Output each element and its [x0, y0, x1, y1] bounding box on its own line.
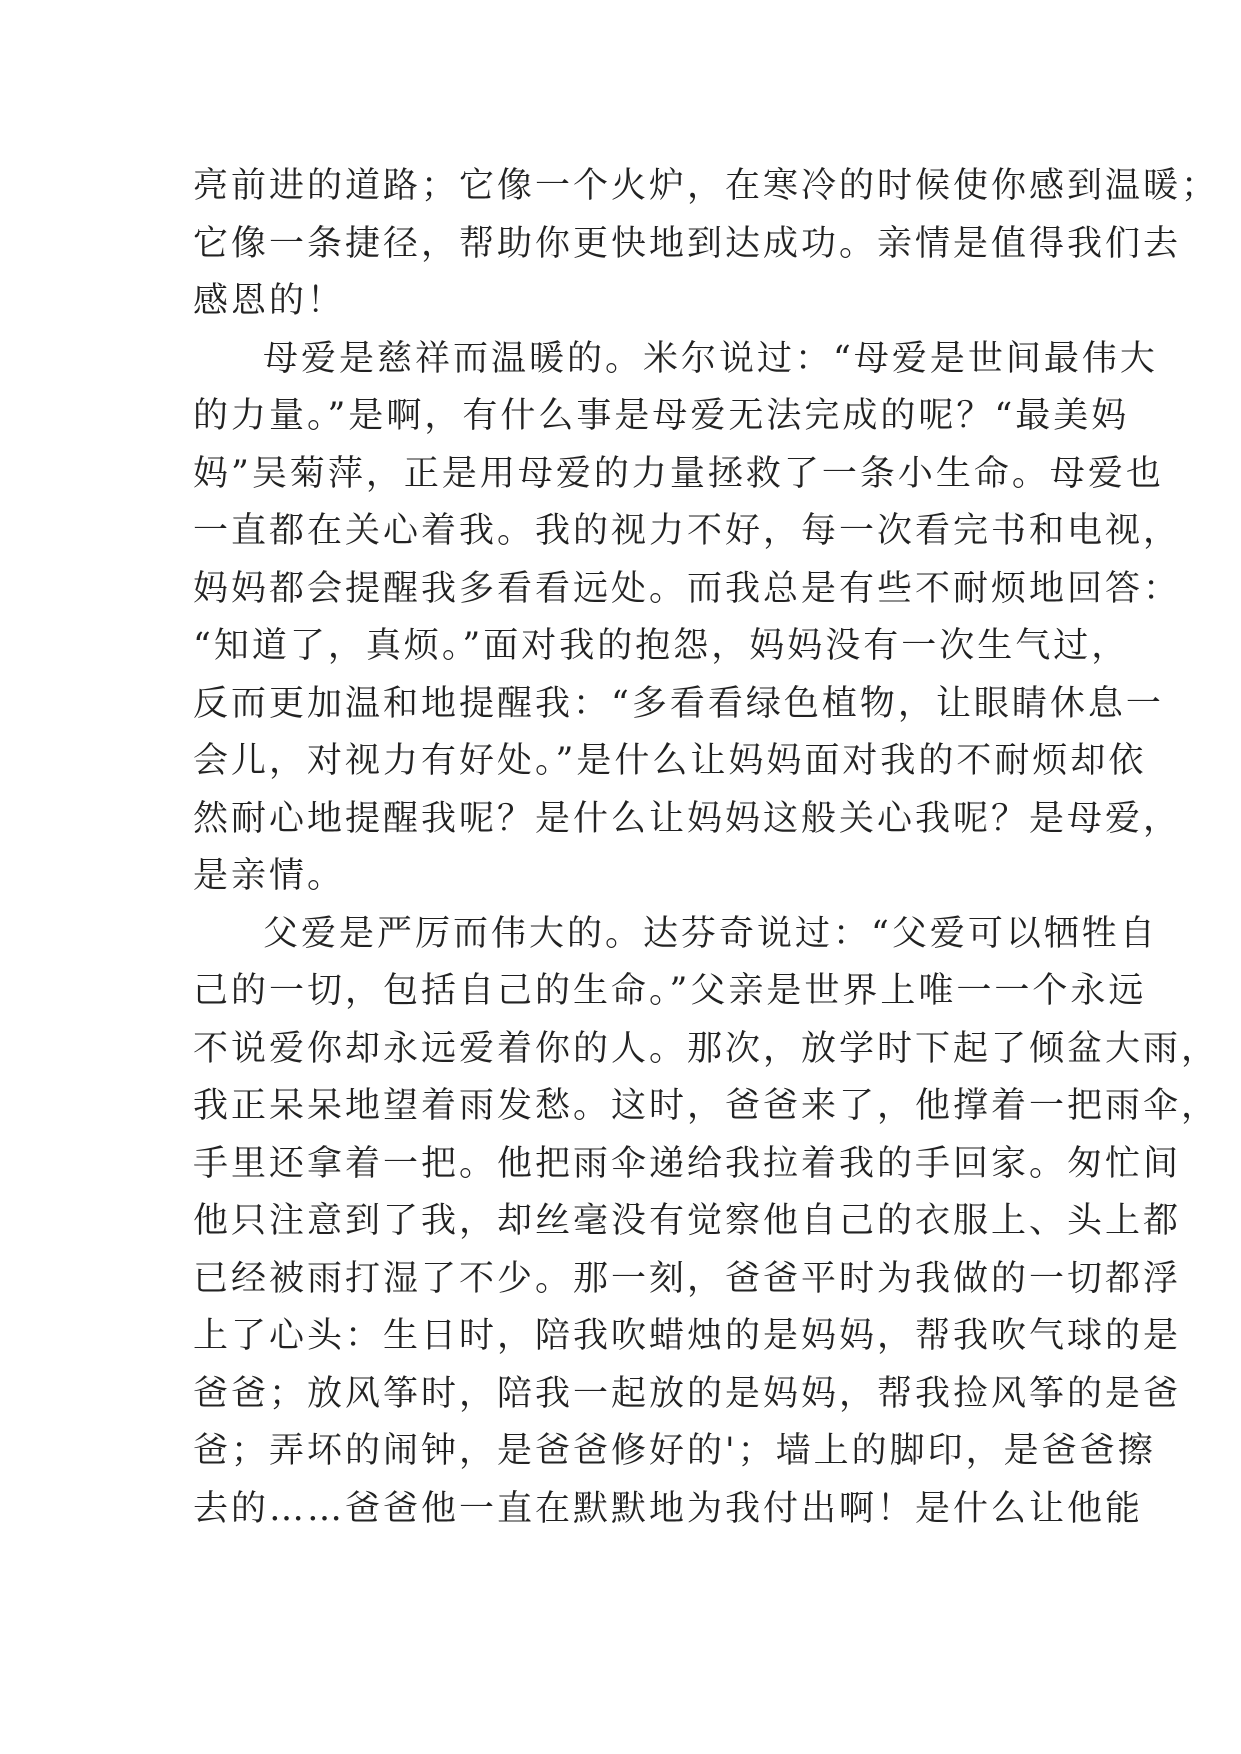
text-line: 我正呆呆地望着雨发愁。这时，爸爸来了，他撑着一把雨伞， [193, 1086, 1220, 1126]
text-line: 是亲情。 [193, 856, 346, 896]
text-line: 去的……爸爸他一直在默默地为我付出啊！是什么让他能 [193, 1488, 1144, 1529]
text-line: 不说爱你却永远爱着你的人。那次，放学时下起了倾盆大雨， [193, 1028, 1220, 1069]
text-line: 会儿，对视力有好处。”是什么让妈妈面对我的不耐烦却依 [193, 741, 1147, 781]
text-line: 的力量。”是啊，有什么事是母爱无法完成的呢？“最美妈 [193, 396, 1130, 436]
text-line: “知道了，真烦。”面对我的抱怨，妈妈没有一次生气过， [193, 626, 1130, 666]
text-line: 母爱是慈祥而温暖的。米尔说过：“母爱是世间最伟大 [263, 338, 1158, 379]
text-line: 已经被雨打湿了不少。那一刻，爸爸平时为我做的一切都浮 [193, 1258, 1182, 1299]
text-line: 手里还拿着一把。他把雨伞递给我拉着我的手回家。匆忙间 [193, 1143, 1182, 1184]
text-line: 上了心头：生日时，陪我吹蜡烛的是妈妈，帮我吹气球的是 [193, 1316, 1182, 1356]
text-line: 反而更加温和地提醒我：“多看看绿色植物，让眼睛休息一 [193, 683, 1164, 724]
text-line: 感恩的！ [193, 281, 346, 321]
text-line: 他只注意到了我，却丝毫没有觉察他自己的衣服上、头上都 [193, 1201, 1182, 1241]
text-line: 爸爸；放风筝时，陪我一起放的是妈妈，帮我捡风筝的是爸 [193, 1373, 1182, 1414]
body-text [193, 158, 1220, 1538]
text-line: 己的一切，包括自己的生命。”父亲是世界上唯一一个永远 [193, 971, 1147, 1011]
text-line: 父爱是严厉而伟大的。达芬奇说过：“父爱可以牺牲自 [263, 913, 1158, 954]
text-line: 爸；弄坏的闹钟，是爸爸修好的'；墙上的脚印，是爸爸擦 [193, 1431, 1156, 1471]
text-line: 妈妈都会提醒我多看看远处。而我总是有些不耐烦地回答： [193, 568, 1182, 609]
text-line: 然耐心地提醒我呢？是什么让妈妈这般关心我呢？是母爱， [193, 798, 1182, 839]
text-line: 一直都在关心着我。我的视力不好，每一次看完书和电视， [193, 511, 1182, 551]
text-line: 亮前进的道路；它像一个火炉，在寒冷的时候使你感到温暖； [193, 166, 1220, 206]
text-line: 妈”吴菊萍，正是用母爱的力量拯救了一条小生命。母爱也 [193, 453, 1164, 494]
text-line: 它像一条捷径，帮助你更快地到达成功。亲情是值得我们去 [193, 223, 1182, 264]
